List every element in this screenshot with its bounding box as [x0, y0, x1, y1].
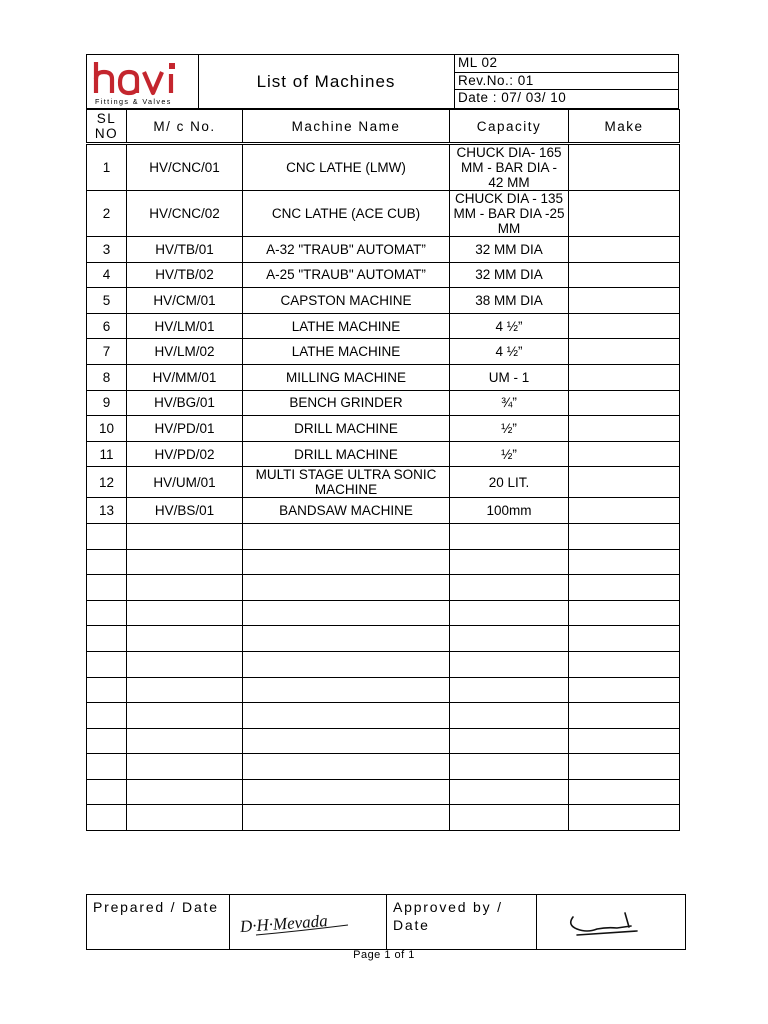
- cell-mc: HV/LM/02: [127, 339, 243, 365]
- empty-cell: [87, 651, 127, 677]
- cell-cap: 32 MM DIA: [450, 262, 569, 288]
- cell-make: [569, 288, 680, 314]
- prepared-label: Prepared / Date: [87, 895, 230, 949]
- empty-row: [87, 805, 680, 831]
- document-header: [86, 54, 679, 109]
- empty-cell: [450, 600, 569, 626]
- empty-row: [87, 779, 680, 805]
- cell-make: [569, 467, 680, 498]
- svg-text:D·H·Mevada: D·H·Mevada: [239, 911, 329, 937]
- empty-cell: [87, 523, 127, 549]
- cell-name: LATHE MACHINE: [243, 313, 450, 339]
- cell-cap: 38 MM DIA: [450, 288, 569, 314]
- empty-cell: [87, 728, 127, 754]
- cell-mc: HV/CM/01: [127, 288, 243, 314]
- empty-cell: [450, 575, 569, 601]
- empty-cell: [569, 754, 680, 780]
- cell-sl: 8: [87, 364, 127, 390]
- empty-cell: [127, 549, 243, 575]
- cell-sl: 12: [87, 467, 127, 498]
- cell-make: [569, 237, 680, 263]
- empty-cell: [243, 805, 450, 831]
- cell-name: BANDSAW MACHINE: [243, 498, 450, 524]
- table-row: [87, 237, 680, 263]
- cell-make: [569, 390, 680, 416]
- cell-cap: 20 LIT.: [450, 467, 569, 498]
- cell-name: CNC LATHE (LMW): [243, 144, 450, 191]
- cell-name: MILLING MACHINE: [243, 364, 450, 390]
- empty-cell: [243, 677, 450, 703]
- table-row: [87, 416, 680, 442]
- empty-cell: [87, 626, 127, 652]
- cell-make: [569, 498, 680, 524]
- cell-sl: 6: [87, 313, 127, 339]
- empty-cell: [450, 677, 569, 703]
- cell-name: CNC LATHE (ACE CUB): [243, 191, 450, 237]
- empty-row: [87, 575, 680, 601]
- signature-icon: [230, 895, 387, 949]
- col-header-mc: M/ c No.: [127, 110, 243, 144]
- empty-cell: [243, 779, 450, 805]
- table-row: [87, 390, 680, 416]
- empty-cell: [450, 651, 569, 677]
- cell-name: LATHE MACHINE: [243, 339, 450, 365]
- page-title: List of Machines: [256, 71, 396, 91]
- empty-row: [87, 626, 680, 652]
- cell-mc: HV/TB/02: [127, 262, 243, 288]
- cell-cap: ¾”: [450, 390, 569, 416]
- cell-sl: 9: [87, 390, 127, 416]
- cell-sl: 3: [87, 237, 127, 263]
- empty-cell: [243, 575, 450, 601]
- empty-cell: [243, 549, 450, 575]
- empty-cell: [569, 549, 680, 575]
- empty-cell: [243, 703, 450, 729]
- cell-name: BENCH GRINDER: [243, 390, 450, 416]
- empty-cell: [127, 779, 243, 805]
- doc-date: Date : 07/ 03/ 10: [458, 90, 567, 106]
- empty-cell: [127, 575, 243, 601]
- col-header-sl: SL NO: [87, 110, 127, 144]
- empty-cell: [243, 651, 450, 677]
- empty-row: [87, 677, 680, 703]
- empty-cell: [87, 575, 127, 601]
- cell-mc: HV/MM/01: [127, 364, 243, 390]
- empty-cell: [87, 703, 127, 729]
- table-row: [87, 364, 680, 390]
- signature-footer: [86, 894, 686, 950]
- prepared-signature: [230, 895, 387, 949]
- empty-cell: [243, 626, 450, 652]
- empty-cell: [87, 600, 127, 626]
- empty-cell: [569, 651, 680, 677]
- cell-make: [569, 191, 680, 237]
- cell-make: [569, 262, 680, 288]
- cell-mc: HV/BG/01: [127, 390, 243, 416]
- cell-sl: 4: [87, 262, 127, 288]
- cell-name: A-25 "TRAUB" AUTOMAT”: [243, 262, 450, 288]
- empty-cell: [243, 523, 450, 549]
- empty-row: [87, 754, 680, 780]
- cell-mc: HV/CNC/01: [127, 144, 243, 191]
- empty-cell: [569, 728, 680, 754]
- cell-make: [569, 144, 680, 191]
- table-row: [87, 262, 680, 288]
- revision-number: Rev.No.: 01: [455, 73, 679, 91]
- cell-mc: HV/LM/01: [127, 313, 243, 339]
- cell-sl: 7: [87, 339, 127, 365]
- empty-cell: [127, 805, 243, 831]
- empty-cell: [87, 754, 127, 780]
- page-number: Page 1 of 1: [353, 949, 415, 961]
- empty-cell: [450, 703, 569, 729]
- empty-row: [87, 703, 680, 729]
- table-row: [87, 144, 680, 191]
- empty-cell: [87, 549, 127, 575]
- col-header-capacity: Capacity: [450, 110, 569, 144]
- cell-cap: 100mm: [450, 498, 569, 524]
- empty-cell: [127, 728, 243, 754]
- empty-cell: [569, 779, 680, 805]
- cell-mc: HV/PD/01: [127, 416, 243, 442]
- empty-cell: [127, 677, 243, 703]
- cell-name: A-32 "TRAUB" AUTOMAT”: [243, 237, 450, 263]
- cell-make: [569, 313, 680, 339]
- cell-cap: 4 ½”: [450, 339, 569, 365]
- approved-label: Approved by / Date: [387, 895, 537, 949]
- cell-sl: 11: [87, 441, 127, 467]
- empty-cell: [127, 626, 243, 652]
- cell-mc: HV/TB/01: [127, 237, 243, 263]
- cell-cap: CHUCK DIA - 135 MM - BAR DIA -25 MM: [450, 191, 569, 237]
- cell-make: [569, 416, 680, 442]
- logo-tagline: Fittings & Valves: [95, 97, 172, 106]
- col-header-make: Make: [569, 110, 680, 144]
- empty-cell: [450, 779, 569, 805]
- empty-row: [87, 728, 680, 754]
- cell-mc: HV/BS/01: [127, 498, 243, 524]
- cell-mc: HV/UM/01: [127, 467, 243, 498]
- empty-cell: [243, 754, 450, 780]
- empty-cell: [243, 600, 450, 626]
- cell-cap: ½”: [450, 416, 569, 442]
- empty-cell: [569, 600, 680, 626]
- cell-sl: 5: [87, 288, 127, 314]
- col-header-name: Machine Name: [243, 110, 450, 144]
- cell-cap: 4 ½”: [450, 313, 569, 339]
- table-row: [87, 313, 680, 339]
- empty-cell: [569, 523, 680, 549]
- empty-cell: [569, 703, 680, 729]
- cell-cap: 32 MM DIA: [450, 237, 569, 263]
- approved-signature: [537, 895, 685, 949]
- empty-cell: [87, 677, 127, 703]
- havi-logo-icon: [87, 55, 198, 108]
- empty-cell: [569, 677, 680, 703]
- empty-row: [87, 523, 680, 549]
- cell-sl: 1: [87, 144, 127, 191]
- empty-cell: [87, 779, 127, 805]
- empty-cell: [450, 805, 569, 831]
- table-row: [87, 498, 680, 524]
- cell-name: CAPSTON MACHINE: [243, 288, 450, 314]
- empty-cell: [450, 728, 569, 754]
- empty-cell: [450, 626, 569, 652]
- empty-row: [87, 549, 680, 575]
- empty-cell: [569, 575, 680, 601]
- cell-make: [569, 339, 680, 365]
- cell-make: [569, 441, 680, 467]
- doc-meta: [454, 55, 679, 108]
- empty-cell: [243, 728, 450, 754]
- empty-row: [87, 600, 680, 626]
- cell-cap: UM - 1: [450, 364, 569, 390]
- company-logo: [87, 55, 199, 108]
- approval-mark-icon: [537, 895, 685, 949]
- table-row: [87, 288, 680, 314]
- empty-cell: [569, 626, 680, 652]
- doc-number: ML 02: [455, 55, 679, 73]
- empty-cell: [450, 549, 569, 575]
- cell-mc: HV/PD/02: [127, 441, 243, 467]
- empty-cell: [127, 703, 243, 729]
- cell-sl: 2: [87, 191, 127, 237]
- cell-name: DRILL MACHINE: [243, 441, 450, 467]
- empty-cell: [127, 600, 243, 626]
- empty-cell: [569, 805, 680, 831]
- table-row: [87, 467, 680, 498]
- cell-mc: HV/CNC/02: [127, 191, 243, 237]
- empty-cell: [87, 805, 127, 831]
- empty-cell: [127, 754, 243, 780]
- table-row: [87, 191, 680, 237]
- cell-cap: CHUCK DIA- 165 MM - BAR DIA - 42 MM: [450, 144, 569, 191]
- cell-name: DRILL MACHINE: [243, 416, 450, 442]
- empty-cell: [127, 523, 243, 549]
- table-row: [87, 339, 680, 365]
- cell-name: MULTI STAGE ULTRA SONIC MACHINE: [243, 467, 450, 498]
- empty-cell: [450, 754, 569, 780]
- empty-cell: [127, 651, 243, 677]
- cell-cap: ½”: [450, 441, 569, 467]
- table-row: [87, 441, 680, 467]
- cell-sl: 10: [87, 416, 127, 442]
- cell-make: [569, 364, 680, 390]
- cell-sl: 13: [87, 498, 127, 524]
- empty-row: [87, 651, 680, 677]
- machines-table: [86, 109, 680, 831]
- empty-cell: [450, 523, 569, 549]
